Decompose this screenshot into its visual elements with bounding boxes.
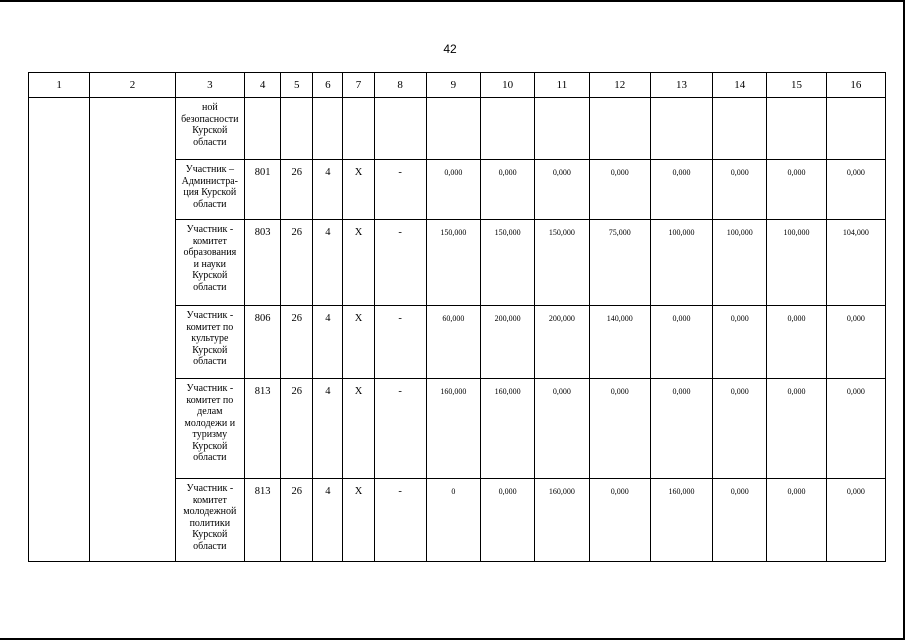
column-header: 3: [175, 73, 244, 98]
column-header: 5: [281, 73, 313, 98]
participant-name-line: области: [193, 198, 227, 210]
participant-name-line: области: [193, 540, 227, 552]
column-header: 15: [767, 73, 826, 98]
participant-name-line: молодежи и: [184, 417, 236, 429]
participant-name-cell: [175, 479, 244, 562]
value-cell: 150,000: [481, 220, 535, 306]
column-1-cell: [29, 98, 90, 562]
column-header: 16: [826, 73, 885, 98]
value-cell: 0,000: [767, 306, 826, 379]
code-cell: X: [343, 479, 374, 562]
participant-name-line: и науки: [193, 258, 226, 270]
page-number: 42: [443, 42, 457, 56]
participant-name-line: Курской: [192, 440, 228, 452]
code-cell: 4: [313, 220, 343, 306]
table-row: [29, 98, 886, 160]
value-cell: [713, 98, 767, 160]
value-cell: 0,000: [650, 379, 712, 479]
value-cell: 0,000: [535, 160, 589, 220]
value-cell: 150,000: [426, 220, 480, 306]
value-cell: 60,000: [426, 306, 480, 379]
code-cell: -: [374, 220, 426, 306]
value-cell: [426, 98, 480, 160]
code-cell: 26: [281, 306, 313, 379]
code-cell: 4: [313, 379, 343, 479]
column-header: 4: [244, 73, 280, 98]
participant-name-line: Участник -: [186, 310, 234, 321]
column-header: 11: [535, 73, 589, 98]
code-cell: X: [343, 220, 374, 306]
participant-name-line: комитет: [192, 235, 227, 247]
value-cell: 0,000: [535, 379, 589, 479]
code-cell: [281, 98, 313, 160]
participant-name-line: ция Курской: [183, 187, 237, 198]
participant-name-cell: [175, 98, 244, 160]
participant-name-line: культуре: [191, 333, 229, 344]
code-cell: [374, 98, 426, 160]
participant-name-line: области: [193, 281, 227, 293]
code-cell: X: [343, 160, 374, 220]
column-header: 10: [481, 73, 535, 98]
participant-name-cell: [175, 306, 244, 379]
value-cell: 0,000: [826, 379, 885, 479]
code-cell: 813: [244, 379, 280, 479]
data-table: [28, 72, 886, 562]
value-cell: 160,000: [535, 479, 589, 562]
value-cell: [535, 98, 589, 160]
value-cell: [767, 98, 826, 160]
column-header: 8: [374, 73, 426, 98]
value-cell: 0,000: [589, 160, 650, 220]
column-2-cell: [90, 98, 175, 562]
value-cell: 100,000: [713, 220, 767, 306]
value-cell: 0,000: [826, 479, 885, 562]
participant-name-line: области: [193, 452, 227, 463]
value-cell: 0,000: [713, 479, 767, 562]
participant-name-line: области: [193, 136, 227, 148]
column-header: 12: [589, 73, 650, 98]
code-cell: [313, 98, 343, 160]
value-cell: 0,000: [481, 479, 535, 562]
code-cell: [244, 98, 280, 160]
code-cell: 26: [281, 479, 313, 562]
value-cell: 160,000: [426, 379, 480, 479]
value-cell: [650, 98, 712, 160]
value-cell: 100,000: [767, 220, 826, 306]
code-cell: 806: [244, 306, 280, 379]
value-cell: 140,000: [589, 306, 650, 379]
page-top-border: [0, 0, 905, 2]
participant-name-line: туризму: [192, 429, 228, 440]
value-cell: 0,000: [589, 379, 650, 479]
value-cell: 0,000: [767, 479, 826, 562]
value-cell: 200,000: [481, 306, 535, 379]
value-cell: 0,000: [826, 160, 885, 220]
participant-name-line: делам: [197, 406, 223, 417]
value-cell: 200,000: [535, 306, 589, 379]
value-cell: [481, 98, 535, 160]
value-cell: 160,000: [650, 479, 712, 562]
code-cell: 4: [313, 479, 343, 562]
code-cell: -: [374, 379, 426, 479]
participant-name-line: ной: [201, 102, 218, 113]
value-cell: 0,000: [650, 306, 712, 379]
participant-name-cell: [175, 160, 244, 220]
code-cell: 801: [244, 160, 280, 220]
participant-name-line: Курской: [192, 125, 228, 136]
code-cell: 813: [244, 479, 280, 562]
value-cell: 0,000: [426, 160, 480, 220]
code-cell: X: [343, 379, 374, 479]
participant-name-line: Курской: [192, 270, 228, 281]
participant-name-line: молодежной: [183, 506, 237, 517]
code-cell: 4: [313, 160, 343, 220]
value-cell: 0,000: [713, 160, 767, 220]
participant-name-line: Участник –: [185, 164, 235, 175]
participant-name-cell: [175, 220, 244, 306]
code-cell: 26: [281, 160, 313, 220]
column-header: 9: [426, 73, 480, 98]
participant-name-line: области: [193, 356, 227, 367]
code-cell: [343, 98, 374, 160]
code-cell: 4: [313, 306, 343, 379]
value-cell: 104,000: [826, 220, 885, 306]
column-header: 7: [343, 73, 374, 98]
participant-name-line: Курской: [192, 529, 228, 540]
value-cell: 75,000: [589, 220, 650, 306]
participant-name-line: Участник -: [186, 483, 234, 494]
participant-name-line: Курской: [192, 344, 228, 356]
value-cell: 0,000: [767, 160, 826, 220]
header-row: [29, 73, 886, 98]
value-cell: 0,000: [767, 379, 826, 479]
value-cell: 0,000: [713, 379, 767, 479]
code-cell: 26: [281, 379, 313, 479]
code-cell: 803: [244, 220, 280, 306]
value-cell: [826, 98, 885, 160]
code-cell: -: [374, 160, 426, 220]
code-cell: 26: [281, 220, 313, 306]
participant-name-line: Участник -: [186, 224, 234, 235]
participant-name-line: образования: [183, 247, 237, 258]
value-cell: 0,000: [826, 306, 885, 379]
participant-name-line: Участник -: [186, 383, 234, 394]
value-cell: 0,000: [481, 160, 535, 220]
value-cell: 160,000: [481, 379, 535, 479]
value-cell: 100,000: [650, 220, 712, 306]
participant-name-line: комитет по: [186, 394, 234, 406]
participant-name-line: комитет по: [186, 321, 234, 333]
column-header: 1: [29, 73, 90, 98]
column-header: 14: [713, 73, 767, 98]
value-cell: 150,000: [535, 220, 589, 306]
code-cell: X: [343, 306, 374, 379]
participant-name-cell: [175, 379, 244, 479]
column-header: 6: [313, 73, 343, 98]
participant-name-line: безопасности: [181, 113, 239, 125]
code-cell: -: [374, 479, 426, 562]
column-header: 13: [650, 73, 712, 98]
column-header: 2: [90, 73, 175, 98]
participant-name-line: комитет: [192, 494, 227, 506]
participant-name-line: Администра-: [181, 175, 239, 187]
value-cell: 0,000: [713, 306, 767, 379]
value-cell: 0,000: [650, 160, 712, 220]
value-cell: 0,000: [589, 479, 650, 562]
participant-name-line: политики: [189, 517, 231, 529]
value-cell: [589, 98, 650, 160]
value-cell: 0: [426, 479, 480, 562]
code-cell: -: [374, 306, 426, 379]
